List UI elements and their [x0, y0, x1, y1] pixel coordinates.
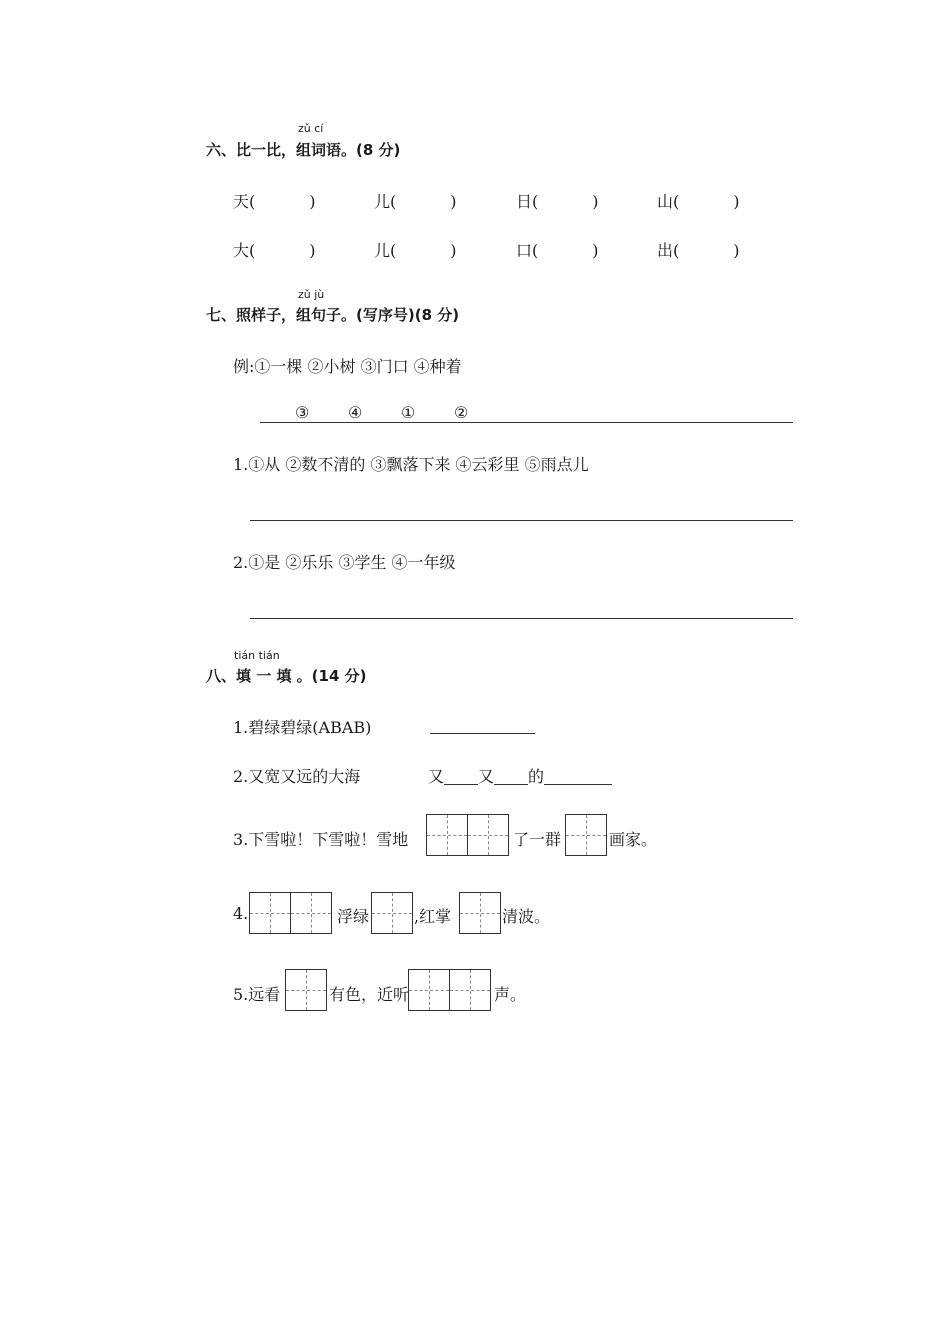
section6-row1-item1: 天( ) — [233, 192, 316, 211]
question5-text-a: 5.远看 — [233, 985, 281, 1004]
section8-title: 八、填 一 填 。(14 分) — [206, 667, 367, 685]
tianzi-box[interactable] — [290, 892, 332, 934]
question5-text-b: 有色，近听 — [329, 985, 410, 1004]
question4-text-c: ,红掌 — [414, 907, 452, 926]
section6-row2-item1: 大( ) — [233, 241, 316, 260]
example-answer-4: ② — [454, 403, 469, 422]
section8-question1: 1.碧绿碧绿(ABAB) — [233, 718, 372, 737]
question4-grid-2[interactable] — [371, 892, 413, 934]
tianzi-box[interactable] — [249, 892, 291, 934]
example-answer-line — [260, 422, 793, 423]
section6-pinyin: zǔ cí — [298, 122, 324, 135]
question2-blank-1[interactable] — [444, 768, 478, 785]
tianzi-box[interactable] — [285, 969, 327, 1011]
tianzi-box[interactable] — [371, 892, 413, 934]
question4-text-d: 清波。 — [502, 907, 551, 926]
question1-blank[interactable] — [430, 733, 535, 734]
question2-blank-2[interactable] — [494, 768, 528, 785]
section6-row2-item4: 出( ) — [657, 241, 740, 260]
question3-grid-2[interactable] — [565, 814, 607, 856]
question5-grid-2[interactable] — [408, 969, 491, 1011]
example-answer-2: ④ — [348, 403, 363, 422]
section7-title: 七、照样子，组句子。(写序号)(8 分) — [206, 306, 460, 324]
section8-pinyin: tián tián — [234, 649, 280, 662]
tianzi-box[interactable] — [459, 892, 501, 934]
tianzi-box[interactable] — [408, 969, 450, 1011]
question3-text-c: 画家。 — [609, 830, 658, 849]
question3-text-a: 3.下雪啦！下雪啦！雪地 — [233, 830, 409, 849]
question3-text-b: 了一群 — [513, 830, 562, 849]
tianzi-box[interactable] — [467, 814, 509, 856]
section7-example: 例:①一棵 ②小树 ③门口 ④种着 — [233, 357, 462, 376]
tianzi-box[interactable] — [449, 969, 491, 1011]
section6-row2-item3: 口( ) — [516, 241, 599, 260]
section7-question2: 2.①是 ②乐乐 ③学生 ④一年级 — [233, 553, 456, 572]
question5-text-c: 声。 — [494, 985, 527, 1004]
section6-row2-item2: 儿( ) — [374, 241, 457, 260]
section7-question1: 1.①从 ②数不清的 ③飘落下来 ④云彩里 ⑤雨点儿 — [233, 455, 589, 474]
section8-question2: 2.又宽又远的大海 — [233, 767, 361, 786]
example-answer-3: ① — [401, 403, 416, 422]
question3-grid-1[interactable] — [426, 814, 509, 856]
question5-grid-1[interactable] — [285, 969, 327, 1011]
question4-text-a: 4. — [233, 904, 249, 923]
section6-row1-item3: 日( ) — [516, 192, 599, 211]
question1-answer-line[interactable] — [250, 520, 793, 521]
question2-answer-line[interactable] — [250, 618, 793, 619]
question2-blank-3[interactable] — [544, 768, 612, 785]
tianzi-box[interactable] — [565, 814, 607, 856]
question4-grid-3[interactable] — [459, 892, 501, 934]
question4-text-b: 浮绿 — [337, 907, 370, 926]
section6-row1-item4: 山( ) — [657, 192, 740, 211]
question2-fill: 又 又 的 — [428, 764, 612, 787]
section6-title: 六、比一比，组词语。(8 分) — [206, 141, 401, 159]
section6-row1-item2: 儿( ) — [374, 192, 457, 211]
question4-grid-1[interactable] — [249, 892, 332, 934]
tianzi-box[interactable] — [426, 814, 468, 856]
section7-pinyin: zǔ jù — [298, 288, 325, 301]
example-answer-1: ③ — [295, 403, 310, 422]
